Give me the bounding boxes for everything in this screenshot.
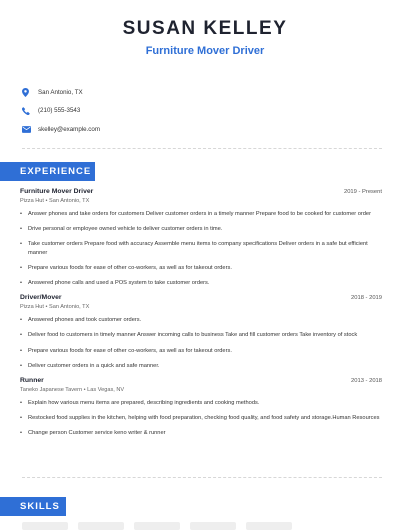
job-entry [20,377,382,438]
bullet-item: • Change person Customer service keno writer & runner [20,429,382,437]
job-entry-title: Driver/Mover [20,294,62,302]
bullet-item: • Deliver customer orders in a quick and safe manner. [20,362,382,370]
section-divider [22,148,382,149]
bullet-item: • Drive personal or employee owned vehicle to deliver customer orders in time. [20,225,382,233]
job-bullets [20,210,382,287]
skill-chip [78,522,124,530]
skill-chip [246,522,292,530]
job-entry-dates: 2013 - 2018 [351,378,382,385]
bullet-item: • Answered phone calls and used a POS system to take customer orders. [20,279,382,287]
bullet-item: • Deliver food to customers in timely manner Answer incoming calls to business Take and fill customer orders Take inventory of stock [20,331,382,339]
location-pin-icon [22,88,38,97]
bullet-item: • Answered phones and took customer orders. [20,316,382,324]
contact-location [22,83,382,102]
email-icon [22,126,38,133]
job-entry [20,294,382,370]
email-text: skelley@example.com [38,125,100,133]
job-entry [20,188,382,287]
job-entry-company: Taneko Japanese Tavern • Las Vegas, NV [20,387,125,394]
resume-header [0,0,410,57]
job-entry-company: Pizza Hut • San Antonio, TX [20,198,90,204]
skills-list [22,522,382,530]
bullet-item: • Explain how various menu items are prepared, describing ingredients and cooking methods. [20,399,382,407]
bullet-item: • Take customer orders Prepare food with accuracy Assemble menu items to company specifications Deliver orders in a safe but efficient manner [20,240,382,256]
job-entry-company: Pizza Hut • San Antonio, TX [20,304,90,311]
experience-list [20,188,382,445]
phone-icon [22,107,38,115]
bullet-item: • Answer phones and take orders for customers Deliver customer orders in a timely manner Prepare food to be cooked for customer order [20,210,382,218]
job-entry-title: Runner [20,377,44,385]
job-bullets [20,316,382,370]
skill-chip [190,522,236,530]
skill-chip [22,522,68,530]
section-divider [22,477,382,478]
contact-phone [22,102,382,121]
bullet-item: • Prepare various foods for ease of other co-workers, as well as for takeout orders. [20,264,382,272]
bullet-item: • Restocked food supplies in the kitchen, helping with food preparation, checking food quality, and food safety and storage.Human Resources [20,414,382,422]
job-title-heading: Furniture Mover Driver [145,45,265,57]
job-entry-title: Furniture Mover Driver [20,188,94,195]
location-text: San Antonio, TX [38,88,83,96]
bullet-item: • Prepare various foods for ease of other co-workers, as well as for takeout orders. [20,347,382,355]
contact-list [22,83,382,139]
experience-heading: EXPERIENCE [0,162,95,181]
job-entry-dates: 2019 - Present [343,189,382,195]
skills-heading: SKILLS [0,497,66,516]
job-entry-dates: 2018 - 2019 [351,295,382,302]
candidate-name: SUSAN KELLEY [122,18,288,39]
contact-email [22,120,382,139]
phone-text: (210) 555-3543 [38,107,81,115]
skill-chip [134,522,180,530]
job-bullets [20,399,382,438]
